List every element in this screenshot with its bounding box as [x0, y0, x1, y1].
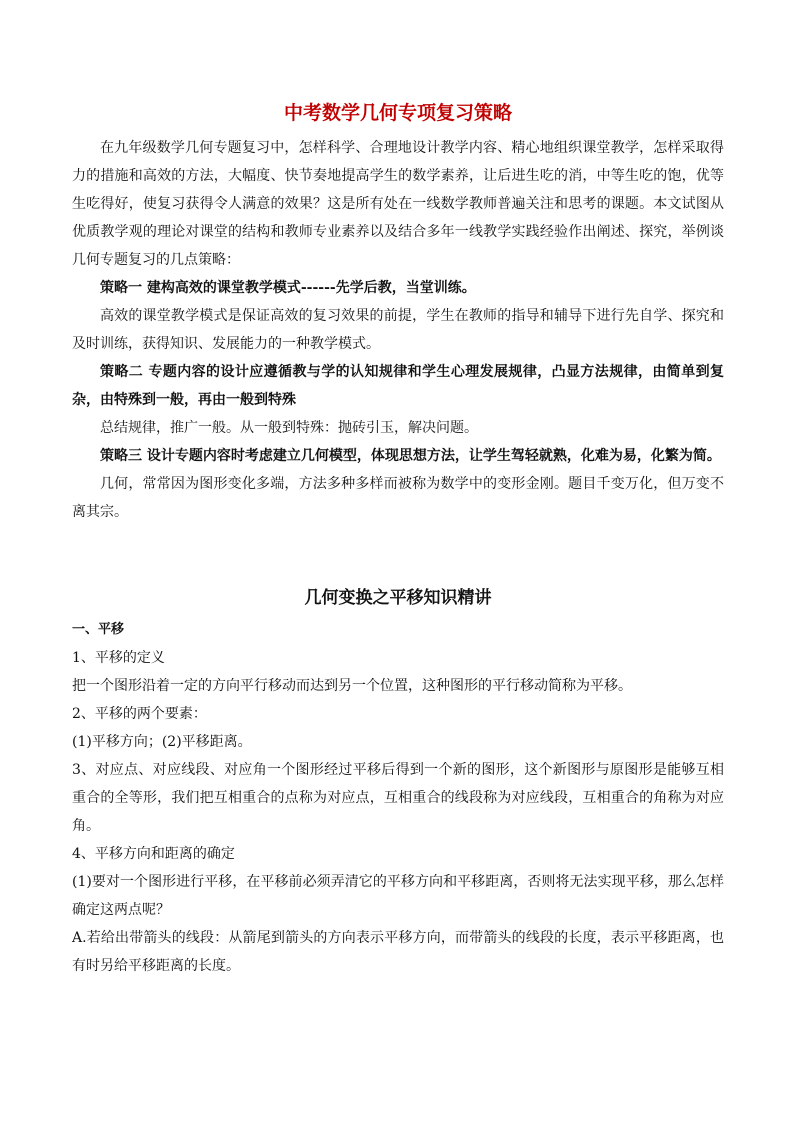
item-2-heading: 2、平移的两个要素： [72, 706, 207, 722]
item-3-paragraph: 3、对应点、对应线段、对应角一个图形经过平移后得到一个新的图形，这个新图形与原图形是能够互相重合的全等形，我们把互相重合的点称为对应点，互相重合的线段称为对应线段，互相重合的角称为对应角。 [72, 762, 724, 834]
section-heading-translation: 一、平移 [72, 622, 125, 637]
strategy-3-heading: 策略三 设计专题内容时考虑建立几何模型，体现思想方法，让学生驾轻就熟，化难为易，化繁为简。 [100, 448, 721, 464]
strategy-1-heading: 策略一 建构高效的课堂教学模式------先学后教，当堂训练。 [100, 280, 476, 296]
item-1-body: 把一个图形沿着一定的方向平行移动而达到另一个位置，这种图形的平行移动简称为平移。 [72, 678, 632, 694]
strategy-2-heading: 策略二 专题内容的设计应遵循教与学的认知规律和学生心理发展规律，凸显方法规律，由简单到复杂，由特殊到一般，再由一般到特殊 [72, 364, 724, 408]
item-4-1-paragraph: (1)要对一个图形进行平移，在平移前必须弄清它的平移方向和平移距离，否则将无法实现平移，那么怎样确定这两点呢？ [72, 874, 724, 918]
strategy-3-body: 几何，常常因为图形变化多端，方法多种多样而被称为数学中的变形金刚。题目千变万化，但万变不离其宗。 [72, 476, 724, 520]
intro-paragraph: 在九年级数学几何专题复习中，怎样科学、合理地设计教学内容、精心地组织课堂教学，怎样采取得力的措施和高效的方法，大幅度、快节奏地提高学生的数学素养，让后进生吃的消，中等生吃的饱，优等生吃得好，使复习获得令人满意的效果？这是所有处在一线数学教师普遍关注和思考的课题。本文试图从优质教学观的理论对课堂的结构和教师专业素养以及结合多年一线教学实践经验作出阐述、探究，举例谈几何专题复习的几点策略： [72, 140, 724, 268]
item-4-a-paragraph: A.若给出带箭头的线段：从箭尾到箭头的方向表示平移方向，而带箭头的线段的长度，表示平移距离，也有时另给平移距离的长度。 [72, 930, 724, 974]
strategy-1-body: 高效的课堂教学模式是保证高效的复习效果的前提，学生在教师的指导和辅导下进行先自学、探究和及时训练，获得知识、发展能力的一种教学模式。 [72, 308, 724, 352]
item-2-body: (1)平移方向；(2)平移距离。 [72, 734, 252, 750]
page-title: 中考数学几何专项复习策略 [283, 102, 512, 124]
item-1-heading: 1、平移的定义 [72, 650, 165, 666]
strategy-2-body: 总结规律，推广一般。从一般到特殊：抛砖引玉，解决问题。 [100, 420, 478, 436]
document-page [72, 100, 724, 980]
section-title: 几何变换之平移知识精讲 [304, 588, 492, 608]
item-4-heading: 4、平移方向和距离的确定 [72, 846, 235, 862]
